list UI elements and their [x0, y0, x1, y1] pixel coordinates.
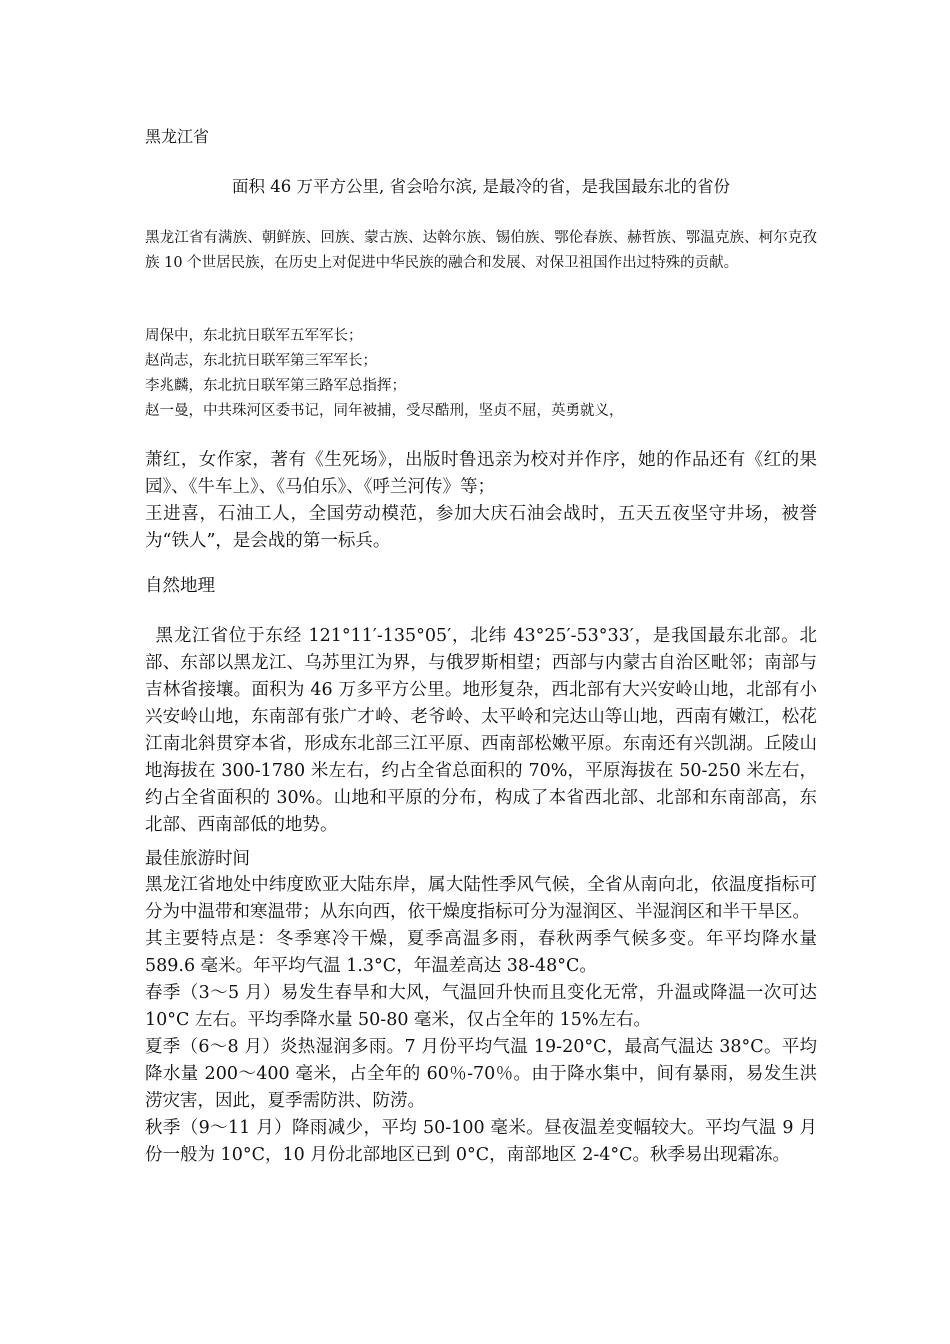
geography-paragraph: 黑龙江省位于东经 121°11′-135°05′，北纬 43°25′-53°33′，是我国最东北部。北部、东部以黑龙江、乌苏里江为界，与俄罗斯相望；西部与内蒙古自治区毗邻；南部与吉林省接壤。面积为 46 万多平方公里。地形复杂，西北部有大兴安岭山地，北部有小兴安岭山地，东南部有张广才岭、老爷岭、太平岭和完达山等山地，西南有嫩江，松花江南北斜贯穿本省，形成东北部三江平原、西南部松嫩平原。东南还有兴凯湖。丘陵山地海拔在 300-1780 米左右，约占全省总面积的 70%，平原海拔在 50-250 米左右，约占全省面积的 30%。山地和平原的分布，构成了本省西北部、北部和东南部高，东北部、西南部低的地势。	[145, 626, 817, 835]
list-item: 赵尚志，东北抗日联军第三军军长；	[145, 353, 377, 369]
travel-paragraph: 黑龙江省地处中纬度欧亚大陆东岸，属大陆性季风气候，全省从南向北，依温度指标可分为中温带和寒温带；从东向西，依干燥度指标可分为湿润区、半湿润区和半干旱区。	[145, 875, 817, 922]
travel-paragraph: 夏季（6～8 月）炎热湿润多雨。7 月份平均气温 19-20°C，最高气温达 38°C。平均降水量 200～400 毫米，占全年的 60％-70％。由于降水集中，间有暴雨，易发生洪涝灾害，因此，夏季需防洪、防涝。	[145, 1037, 817, 1111]
list-item: 李兆麟，东北抗日联军第三路军总指挥；	[145, 378, 406, 394]
section-heading-travel: 最佳旅游时间	[145, 849, 250, 869]
travel-paragraph: 秋季（9～11 月）降雨减少，平均 50-100 毫米。昼夜温差变幅较大。平均气温 9 月份一般为 10°C，10 月份北部地区已到 0°C，南部地区 2-4°C。秋季易出现霜冻。	[145, 1118, 817, 1165]
list-item: 王进喜，石油工人，全国劳动模范，参加大庆石油会战时，五天五夜坚守井场，被誉为“铁人”，是会战的第一标兵。	[145, 504, 817, 551]
list-item: 萧红，女作家，著有《生死场》，出版时鲁迅亲为校对并作序，她的作品还有《红的果园》、《牛车上》、《马伯乐》、《呼兰河传》等；	[145, 450, 817, 497]
travel-paragraph: 其主要特点是：冬季寒冷干燥，夏季高温多雨，春秋两季气候多变。年平均降水量 589.6 毫米。年平均气温 1.3°C，年温差高达 38-48°C。	[145, 929, 817, 976]
list-item: 周保中，东北抗日联军五军军长；	[145, 328, 363, 344]
section-heading-geography: 自然地理	[145, 576, 215, 596]
list-item: 赵一曼，中共珠河区委书记，同年被捕，受尽酷刑，坚贞不屈，英勇就义，	[145, 403, 624, 419]
ethnic-paragraph: 黑龙江省有满族、朝鲜族、回族、蒙古族、达斡尔族、锡伯族、鄂伦春族、赫哲族、鄂温克族、柯尔克孜族 10 个世居民族，在历史上对促进中华民族的融合和发展、对保卫祖国作出过特殊的贡献。	[145, 230, 817, 271]
travel-section	[145, 872, 817, 1169]
heroes-list	[145, 324, 817, 424]
notables-section	[145, 447, 817, 555]
doc-subtitle: 面积 46 万平方公里, 省会哈尔滨, 是最冷的省，是我国最东北的省份	[232, 177, 730, 196]
travel-paragraph: 春季（3～5 月）易发生春旱和大风，气温回升快而且变化无常，升温或降温一次可达 10°C 左右。平均季降水量 50-80 毫米，仅占全年的 15%左右。	[145, 983, 817, 1030]
doc-title: 黑龙江省	[145, 127, 210, 146]
